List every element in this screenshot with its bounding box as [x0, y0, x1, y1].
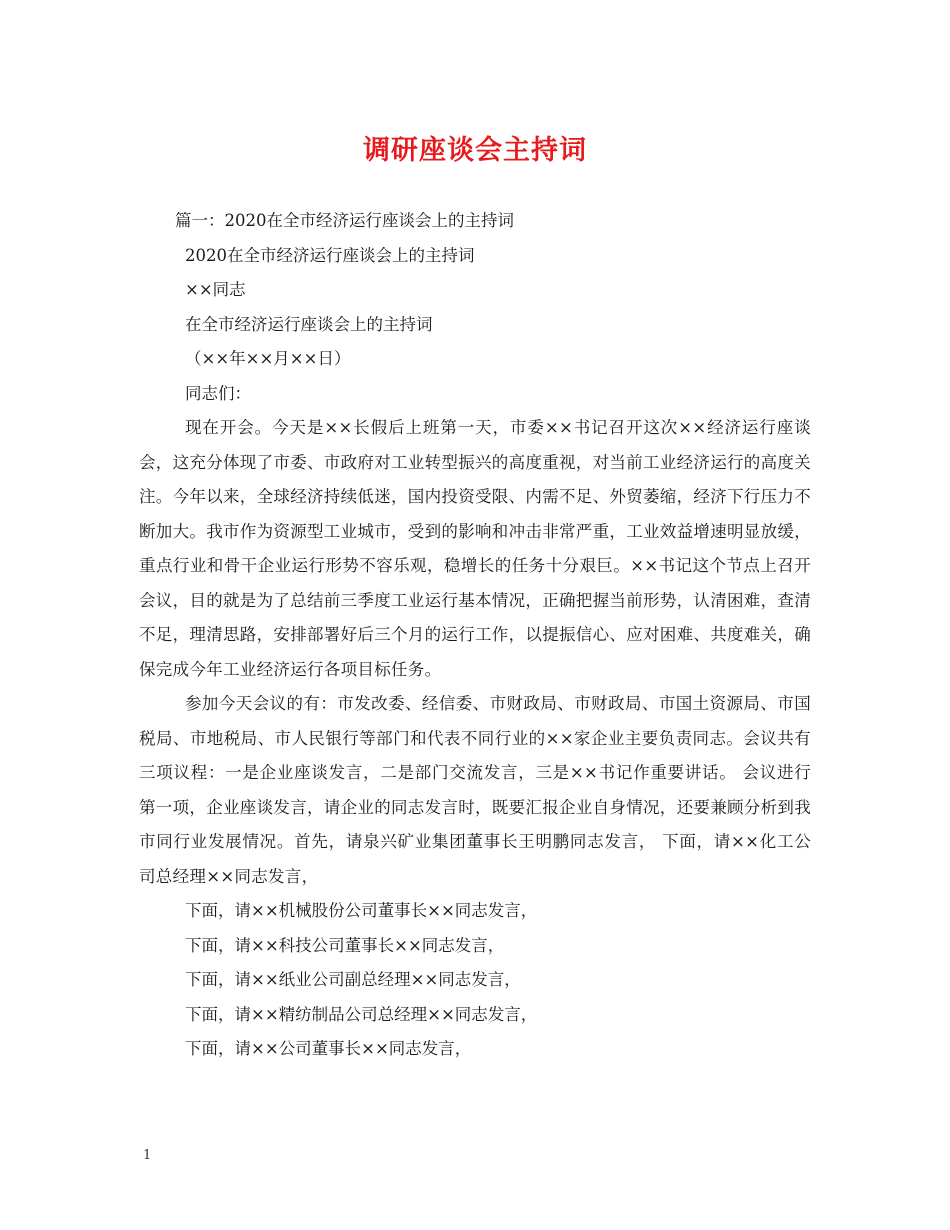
speaker-line: ××同志 [185, 280, 246, 299]
speech-subtitle-line: 在全市经济运行座谈会上的主持词 [185, 314, 433, 334]
opening-paragraph: 现在开会。今天是××长假后上班第一天，市委××书记召开这次××经济运行座谈会，这充分体现了市委、市政府对工业转型振兴的高度重视，对当前工业经济运行的高度关注。今年以来，全球经济持续低迷，国内投资受限、内需不足、外贸萎缩，经济下行压力不断加大。我市作为资源型工业城市，受到的影响和冲击非常严重，工业效益增速明显放缓，重点行业和骨干企业运行形势不容乐观，稳增长的任务十分艰巨。××书记这个节点上召开会议，目的就是为了总结前三季度工业运行基本情况，正确把握当前形势，认清困难，查清不足，理清思路，安排部署好后三个月的运行工作，以提振信心、应对困难、共度难关，确保完成今年工业经济运行各项目标任务。 [139, 418, 811, 679]
salutation-line: 同志们： [185, 383, 251, 403]
speaker-invite-line: 下面，请××科技公司董事长××同志发言， [185, 935, 505, 955]
document-title: 调研座谈会主持词 [363, 135, 587, 166]
speaker-invite-line: 下面，请××纸业公司副总经理××同志发言， [185, 970, 521, 989]
speaker-invite-line: 下面，请××公司董事长××同志发言， [185, 1039, 472, 1058]
page-number: 1 [143, 1148, 152, 1163]
date-line: （××年××月××日） [185, 349, 351, 368]
speaker-invite-line: 下面，请××精纺制品公司总经理××同志发言， [185, 1004, 538, 1024]
speaker-invite-line: 下面，请××机械股份公司董事长××同志发言， [185, 901, 538, 920]
attendees-paragraph: 参加今天会议的有：市发改委、经信委、市财政局、市财政局、市国土资源局、市国税局、市地税局、市人民银行等部门和代表不同行业的××家企业主要负责同志。会议共有三项议程：一是企业座谈发言，二是部门交流发言，三是××书记作重要讲话。 会议进行第一项，企业座谈发言，请企业的同志发言时，既要汇报企业自身情况，还要兼顾分析到我市同行业发展情况。首先，请泉兴矿业集团董事长王明鹏同志发言， 下面，请××化工公司总经理××同志发言， [139, 694, 811, 886]
section-heading: 篇一：2020在全市经济运行座谈会上的主持词 [175, 211, 514, 230]
document-body [139, 204, 811, 1067]
speech-title-line: 2020在全市经济运行座谈会上的主持词 [185, 245, 475, 265]
